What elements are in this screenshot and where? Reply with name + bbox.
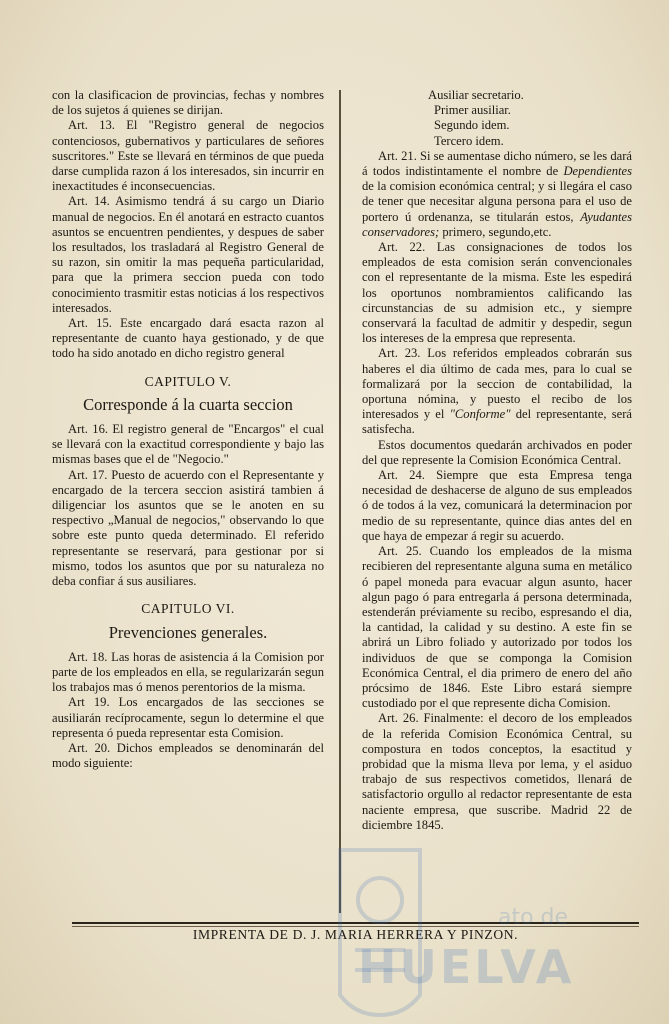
roster-item: Segundo idem. [434, 118, 510, 133]
article-21-text-b: de la comision económica central; y si llegára el caso de tener que necesitar alguna persona para el uso de portero ú ordenanza, se titularán estos, [362, 179, 632, 224]
chapter-6-subtitle: Prevenciones generales. [108, 622, 268, 642]
article-17: Art. 17. Puesto de acuerdo con el Representante y encargado de la tercera seccion asistirá tambien á diligenciar los asuntos que se le anoten en su respectivo „Manual de negocios," observando lo que sobre este punto queda determinado. El referido representante se reservará, para gestionar por si mismo, todos los asuntos que por su naturaleza no deba confiar á sus ausiliares. [52, 467, 324, 589]
article-18: Art. 18. Las horas de asistencia á la Comision por parte de los empleados en ella, se regularizarán segun los trabajos mas ó menos perentorios de la misma. [52, 649, 324, 695]
article-21-italic-dependientes: Dependientes [563, 164, 632, 179]
documents-paragraph: Estos documentos quedarán archivados en poder del que represente la Comision Económica Central. [362, 437, 632, 467]
article-21-italic-ayudantes: Ayudantes conservadores; [362, 209, 632, 239]
employee-roster [362, 88, 632, 149]
right-text-column [362, 88, 632, 833]
chapter-5-subtitle: Corresponde á la cuarta seccion [83, 394, 293, 414]
watermark-small-text: ato de [498, 905, 569, 930]
article-19: Art 19. Los encargados de las secciones se ausiliarán recíprocamente, segun lo determine el que representa ó pueda representar esta Comision. [52, 695, 324, 740]
chapter-5-heading: CAPITULO V. [144, 373, 232, 389]
article-26: Art. 26. Finalmente: el decoro de los empleados de la referida Comision Económica Central, su compostura en todos conceptos, la esactitud y probidad que la misma lleva por lema, y el asiduo trabajo de sus respectivos cometidos, llenará de satisfactorio orgullo al redactor representante de esta naciente empresa, que suscribe. Madrid 22 de diciembre 1845. [362, 711, 632, 832]
article-20: Art. 20. Dichos empleados se denominarán del modo siguiente: [52, 740, 324, 771]
left-text-column [52, 88, 324, 771]
article-13: Art. 13. El "Registro general de negocios contenciosos, gubernativos y particulares de señores suscritores." Este se llevará en términos de que pueda darse cumplida razon á los interesados, sin incurrir en inexactitudes é inconsecuencias. [52, 118, 324, 194]
article-25: Art. 25. Cuando los empleados de la misma recibieren del representante alguna suma en metálico ó papel moneda para evacuar algun asunto, hacer algun pago ó para entregarla á persona determinada, estenderán préviamente su recibo, espresando el dia, la cantidad, la calidad y su destino. A este fin se abrirá un Libro foliado y autorizado por todos los individuos de que se componga la Comision Económica Central, el dia primero de enero del año prócsimo de 1846. Este Libro estará siempre custodiado por el que represente dicha Comision. [362, 544, 632, 711]
article-23 [362, 346, 632, 437]
article-14: Art. 14. Asimismo tendrá á su cargo un Diario manual de negocios. En él anotará en estracto cuantos asuntos se encuentren pendientes, y despues de saber los resultados, los trasladará al Registro General de su razon, sin omitir la mas pequeña particularidad, para que la primera seccion pueda con todo conocimiento trasmitir estas noticias á los respectivos interesados. [52, 194, 324, 315]
column-divider [339, 90, 341, 913]
roster-item: Ausiliar secretario. [428, 88, 524, 102]
article-22: Art. 22. Las consignaciones de todos los empleados de esta comision serán convencionales con el representante de la misma. Este les espedirá los oportunos nombramientos calificando las circunstancias de su admision etc., y siempre conservará la facultad de admitir y despedir, segun los intereses de la empresa que representa. [362, 240, 632, 346]
article-23-text-a: Art. 23. Los referidos empleados cobrarán sus haberes el dia último de cada mes, para lo cual se formalizará por la seccion de contabilidad, la oportuna nómina, y puesto el recibo de los interesados y el [362, 346, 632, 422]
article-21 [362, 149, 632, 240]
article-24: Art. 24. Siempre que esta Empresa tenga necesidad de deshacerse de alguno de sus empleados ó de todos á la vez, comunicará la determinacion por medio de su representante, quince dias antes del en que haya de empezar á regir su acuerdo. [362, 468, 632, 543]
article-16: Art. 16. El registro general de "Encargos" el cual se llevará con la exactitud correspondiente y bajo las mismas bases que el de "Negocio." [52, 422, 324, 467]
article-15: Art. 15. Este encargado dará esacta razon al representante de cuanto haya gestionado, y de que todo ha sido anotado en dicho registro general [52, 316, 324, 361]
paragraph-continuation: con la clasificacion de provincias, fechas y nombres de los sujetos á quienes se dirijan. [52, 88, 324, 118]
article-21-text-a: Art. 21. Si se aumentase dicho número, se les dará á todos indistintamente el nombre de [362, 148, 632, 179]
watermark-text: HUELVA [358, 940, 575, 994]
article-23-text-b: del representante, será satisfecha. [362, 407, 632, 437]
chapter-6-heading: CAPITULO VI. [141, 601, 235, 617]
article-23-italic-conforme: "Conforme" [449, 407, 511, 422]
roster-item: Tercero idem. [434, 133, 504, 148]
article-21-text-c: primero, segundo,etc. [439, 224, 552, 239]
printer-imprint: IMPRENTA DE D. J. MARIA HERRERA Y PINZON. [192, 927, 519, 942]
roster-item: Primer ausiliar. [434, 103, 511, 118]
